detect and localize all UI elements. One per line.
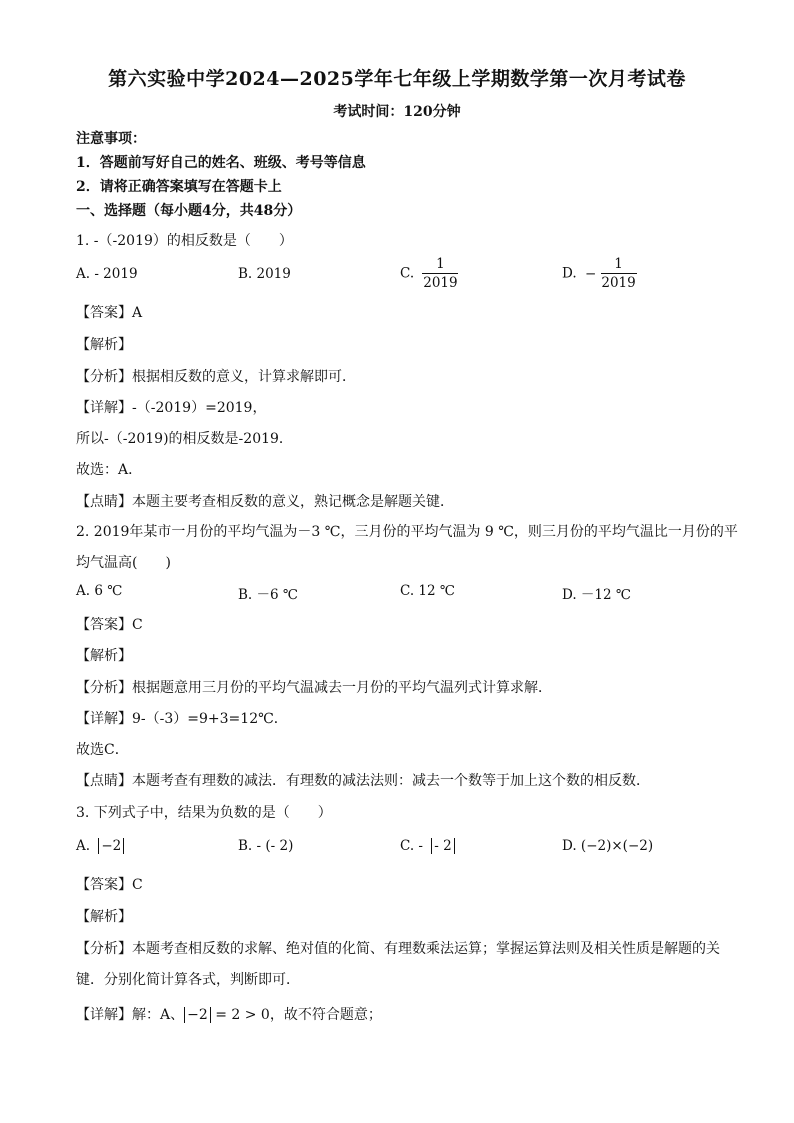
q2-option-a: A. 6 ℃ — [76, 583, 123, 599]
q1-fenxi: 【分析】根据相反数的意义，计算求解即可． — [76, 369, 356, 385]
q3-option-a-label: A. — [76, 838, 91, 854]
q3-option-a-abs: −2 — [98, 838, 124, 854]
q3-detail-prefix: 【详解】解：A、 — [76, 1007, 185, 1023]
q2-analysis: 【解析】 — [76, 648, 132, 664]
q1-option-c-fraction — [422, 256, 458, 291]
q3-detail-suffix: = 2 > 0，故不符合题意； — [210, 1007, 382, 1023]
q1-detail-2: 所以-（-2019)的相反数是-2019． — [76, 431, 293, 447]
q2-answer: 【答案】C — [76, 617, 143, 633]
q1-option-a: A. - 2019 — [76, 266, 138, 282]
q1-analysis: 【解析】 — [76, 337, 132, 353]
exam-title: 第六实验中学2024—2025学年七年级上学期数学第一次月考试卷 — [108, 68, 686, 90]
q2-stem-line-1: 2. 2019年某市一月份的平均气温为－3 ℃，三月份的平均气温为 9 ℃，则三月份的平均气温比一月份的平 — [76, 524, 738, 540]
q1-comment: 【点睛】本题主要考查相反数的意义，熟记概念是解题关键． — [76, 494, 454, 510]
q3-option-c-abs: - 2 — [431, 838, 454, 854]
q3-option-b: B. - (- 2) — [238, 838, 294, 854]
q2-option-b: B. －6 ℃ — [238, 587, 298, 603]
q3-detail-abs: −2 — [184, 1007, 211, 1023]
q1-option-d — [562, 256, 637, 291]
notes-item-1: 1．答题前写好自己的姓名、班级、考号等信息 — [76, 155, 366, 171]
q1-stem: 1. -（-2019）的相反数是（ ） — [76, 233, 293, 249]
fraction-denominator: 2019 — [601, 275, 636, 291]
q3-answer: 【答案】C — [76, 877, 143, 893]
q3-fenxi-line-1: 【分析】本题考查相反数的求解、绝对值的化简、有理数乘法运算；掌握运算法则及相关性质是解题的关 — [76, 941, 720, 957]
q3-option-c-label: C. - — [400, 838, 423, 854]
q3-option-d: D. (−2)×(−2) — [562, 838, 654, 854]
notes-heading: 注意事项： — [76, 131, 146, 147]
fraction-numerator: 1 — [614, 256, 623, 272]
q2-fenxi: 【分析】根据题意用三月份的平均气温减去一月份的平均气温列式计算求解． — [76, 680, 552, 696]
q1-option-d-label: D. — [562, 265, 577, 282]
q1-option-b: B. 2019 — [238, 266, 291, 282]
q1-answer: 【答案】A — [76, 305, 143, 321]
notes-item-2: 2．请将正确答案填写在答题卡上 — [76, 179, 282, 195]
q2-option-d: D. －12 ℃ — [562, 587, 631, 603]
q1-detail-1: 【详解】-（-2019）=2019， — [76, 400, 267, 416]
fraction-numerator: 1 — [436, 256, 445, 272]
q2-comment: 【点睛】本题考查有理数的减法．有理数的减法法则：减去一个数等于加上这个数的相反数． — [76, 773, 650, 789]
q3-option-c — [400, 838, 455, 854]
q3-stem: 3. 下列式子中，结果为负数的是（ ） — [76, 805, 332, 821]
q3-fenxi-line-2: 键．分别化简计算各式，判断即可． — [76, 972, 300, 988]
q1-choose: 故选：A． — [76, 462, 143, 478]
q3-option-a — [76, 838, 124, 854]
q2-option-c: C. 12 ℃ — [400, 583, 456, 599]
q1-option-c — [400, 256, 458, 291]
section-heading: 一、选择题（每小题4分，共48分） — [76, 203, 302, 219]
exam-time: 考试时间：120分钟 — [333, 104, 461, 120]
q2-stem-line-2: 均气温高( ) — [76, 555, 171, 571]
q3-detail — [76, 1004, 382, 1024]
q2-detail: 【详解】9-（-3）=9+3=12℃． — [76, 711, 288, 727]
q3-analysis: 【解析】 — [76, 909, 132, 925]
fraction-denominator: 2019 — [423, 275, 458, 291]
q2-choose: 故选C． — [76, 742, 129, 758]
q1-option-c-label: C. — [400, 265, 415, 282]
q1-option-d-fraction — [601, 256, 637, 291]
q1-option-d-sign: − — [584, 265, 597, 282]
